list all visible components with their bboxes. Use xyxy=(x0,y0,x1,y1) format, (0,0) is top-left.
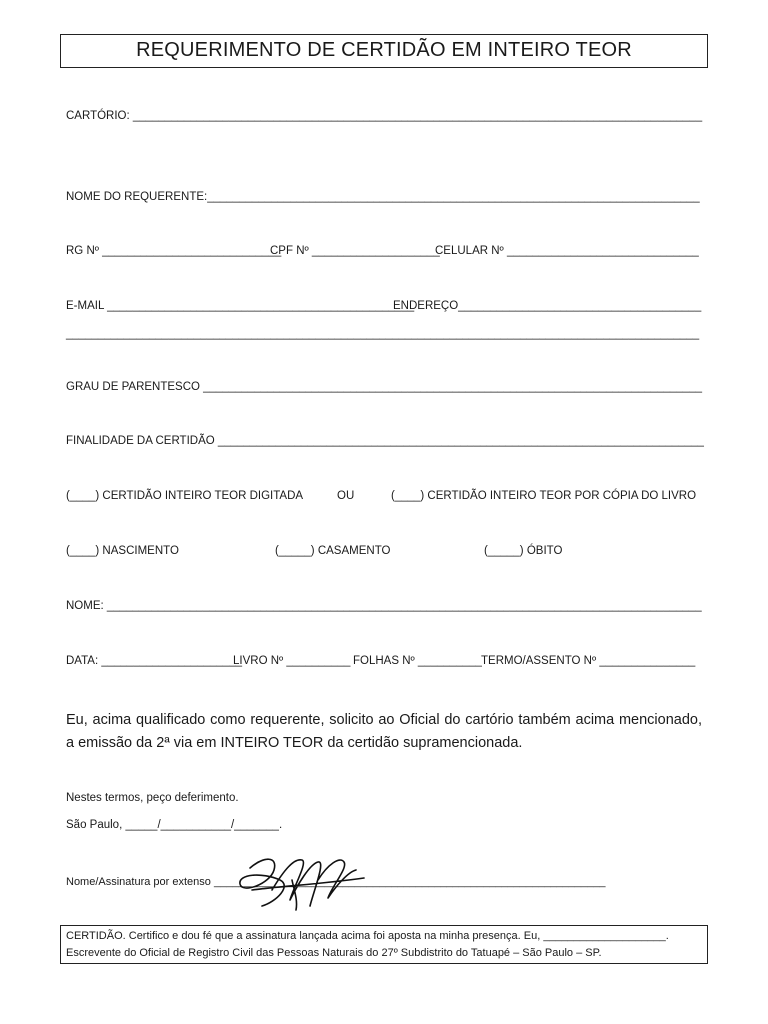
certidao-line-1: CERTIDÃO. Certifico e dou fé que a assinatura lançada acima foi aposta na minha presença. Eu, ____________________. xyxy=(66,930,669,942)
assinatura-field[interactable]: Nome/Assinatura por extenso ________________________________________________________________ xyxy=(66,876,606,888)
option-nascimento[interactable]: (____) NASCIMENTO xyxy=(66,545,179,557)
page-title: REQUERIMENTO DE CERTIDÃO EM INTEIRO TEOR xyxy=(136,39,632,61)
endereco-continuation-field[interactable]: ___________________________________________________________________________________________________ xyxy=(66,328,700,340)
nome-requerente-field[interactable]: NOME DO REQUERENTE:_____________________________________________________________________________ xyxy=(66,191,700,203)
option-copia-livro[interactable]: (____) CERTIDÃO INTEIRO TEOR POR CÓPIA DO LIVRO xyxy=(391,490,697,502)
rg-field[interactable]: RG Nº ____________________________ xyxy=(66,245,282,257)
termo-assento-field[interactable]: TERMO/ASSENTO Nº _______________ xyxy=(481,655,696,667)
finalidade-field[interactable]: FINALIDADE DA CERTIDÃO ____________________________________________________________________________ xyxy=(66,435,704,447)
local-data-field[interactable]: São Paulo, _____/___________/_______. xyxy=(66,819,283,831)
data-field[interactable]: DATA: ______________________ xyxy=(66,655,243,667)
nome-field[interactable]: NOME: _____________________________________________________________________________________________ xyxy=(66,600,702,612)
grau-parentesco-field[interactable]: GRAU DE PARENTESCO ______________________________________________________________________________ xyxy=(66,381,703,393)
cartorio-field[interactable]: CARTÓRIO: _________________________________________________________________________________________ xyxy=(66,110,703,122)
title-box xyxy=(60,34,708,68)
signature-scribble xyxy=(232,850,368,912)
email-field[interactable]: E-MAIL ________________________________________________ xyxy=(66,300,415,312)
certidao-line-2: Escrevente do Oficial de Registro Civil das Pessoas Naturais do 27º Subdistrito do Tatuapé – São Paulo – SP. xyxy=(66,947,602,959)
deferimento-text: Nestes termos, peço deferimento. xyxy=(66,792,239,804)
option-digitada[interactable]: (____) CERTIDÃO INTEIRO TEOR DIGITADA xyxy=(66,490,304,502)
option-obito[interactable]: (_____) ÓBITO xyxy=(484,545,563,557)
cpf-field[interactable]: CPF Nº ____________________ xyxy=(270,245,440,257)
request-statement: Eu, acima qualificado como requerente, solicito ao Oficial do cartório também acima mencionado, a emissão da 2ª via em INTEIRO TEOR da certidão supramencionada. xyxy=(66,712,702,751)
folhas-field[interactable]: FOLHAS Nº __________ xyxy=(353,655,482,667)
or-label: OU xyxy=(337,490,355,502)
celular-field[interactable]: CELULAR Nº ______________________________ xyxy=(435,245,699,257)
certidao-box xyxy=(60,925,708,964)
livro-field[interactable]: LIVRO Nº __________ xyxy=(233,655,351,667)
endereco-field[interactable]: ENDEREÇO______________________________________ xyxy=(393,300,702,312)
option-casamento[interactable]: (_____) CASAMENTO xyxy=(275,545,391,557)
